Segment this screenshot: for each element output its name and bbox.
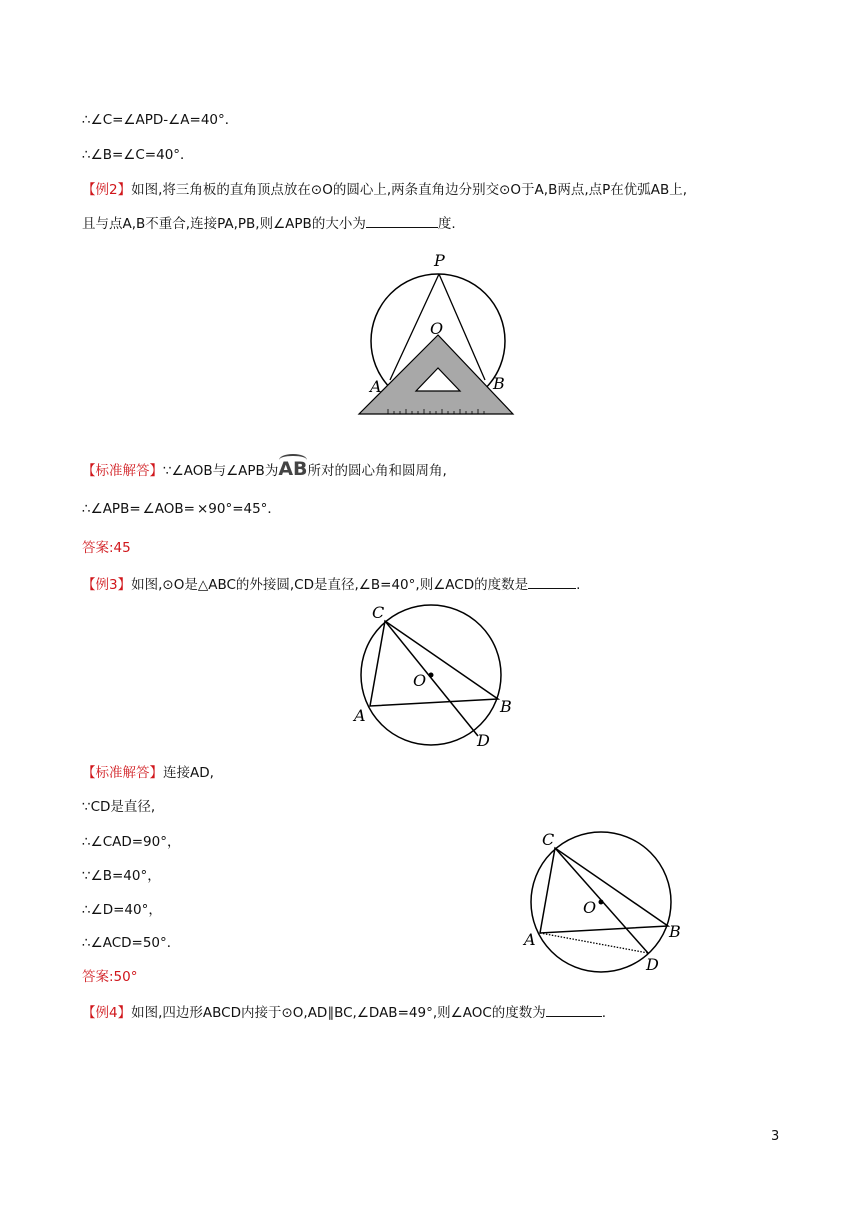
example-text: 如图,四边形ABCD内接于⊙O,AD∥BC,∠DAB=49°,则∠AOC的度数为 — [131, 1005, 546, 1021]
figure-triangle-ruler-circle — [350, 248, 520, 423]
label-b: B — [500, 697, 512, 716]
solution-text: ×90°=45°． — [196, 501, 281, 517]
answer-2: 答案:45 — [82, 540, 131, 556]
example-text: 如图,⊙O是△ABC的外接圆,CD是直径,∠B=40°,则∠ACD的度数是 — [131, 577, 529, 593]
solution-tag: 【标准解答】 — [82, 463, 163, 479]
text-line: ∵∠B=40°， — [82, 868, 161, 884]
text-line: ∵CD是直径, — [82, 799, 156, 815]
solution-2-line-1 — [82, 457, 447, 481]
solution-text: ∵∠AOB与∠APB为 — [163, 463, 279, 479]
label-b: B — [493, 374, 505, 393]
example-tag: 【例2】 — [82, 182, 132, 198]
answer-3: 答案:50° — [82, 969, 138, 985]
label-b: B — [669, 922, 681, 941]
solution-2-line-2 — [82, 499, 281, 519]
example-3-line — [82, 574, 580, 595]
text-line: ∴∠C=∠APD-∠A=40°． — [82, 112, 239, 128]
example-text: 且与点A,B不重合,连接PA,PB,则∠APB的大小为 — [82, 216, 366, 232]
label-o: O — [583, 898, 597, 917]
text-line: ∴∠B=∠C=40°． — [82, 147, 194, 163]
label-c: C — [372, 603, 385, 622]
solution-tag: 【标准解答】 — [82, 765, 163, 781]
label-o: O — [413, 671, 427, 690]
label-o: O — [430, 319, 444, 338]
example-text: . — [576, 577, 581, 593]
solution-text: ∴∠APB= — [82, 501, 141, 517]
example-text: 如图,将三角板的直角顶点放在⊙O的圆心上,两条直角边分别交⊙O于A,B两点,点P在优弧AB上, — [131, 182, 688, 198]
figure-circumcircle-abc-with-ad — [515, 825, 695, 980]
solution-text: 所对的圆心角和圆周角, — [307, 463, 447, 479]
label-a: A — [370, 377, 382, 396]
answer-blank — [528, 574, 576, 589]
text-line: ∴∠D=40°， — [82, 902, 162, 918]
answer-blank — [546, 1002, 602, 1017]
example-4-line — [82, 1002, 606, 1023]
label-d: D — [646, 955, 659, 974]
answer-blank — [366, 213, 438, 228]
example-tag: 【例3】 — [82, 577, 132, 593]
diameter-cd — [385, 621, 478, 736]
example-tag: 【例4】 — [82, 1005, 132, 1021]
example-text: . — [601, 1005, 607, 1021]
dotted-segment-ad — [540, 933, 648, 953]
arc-ab-symbol: AB — [278, 458, 308, 480]
label-c: C — [542, 830, 555, 849]
solution-3-line-1 — [82, 763, 214, 783]
triangle-abc — [370, 621, 498, 706]
figure-circumcircle-abc — [345, 598, 525, 753]
label-p: P — [434, 251, 445, 270]
solution-text: ∠AOB= — [142, 501, 195, 517]
center-point — [429, 673, 434, 678]
page-number: 3 — [771, 1129, 780, 1144]
label-a: A — [524, 930, 536, 949]
center-point — [599, 900, 604, 905]
solution-text: 连接AD, — [163, 765, 214, 781]
text-line: ∴∠ACD=50°． — [82, 935, 181, 951]
text-line: ∴∠CAD=90°， — [82, 834, 181, 850]
label-d: D — [477, 731, 490, 750]
example-text: 度. — [437, 216, 456, 232]
triangle-abc — [540, 848, 668, 933]
label-a: A — [354, 706, 366, 725]
example-2-line-1 — [82, 180, 687, 200]
example-2-line-2 — [82, 213, 456, 234]
